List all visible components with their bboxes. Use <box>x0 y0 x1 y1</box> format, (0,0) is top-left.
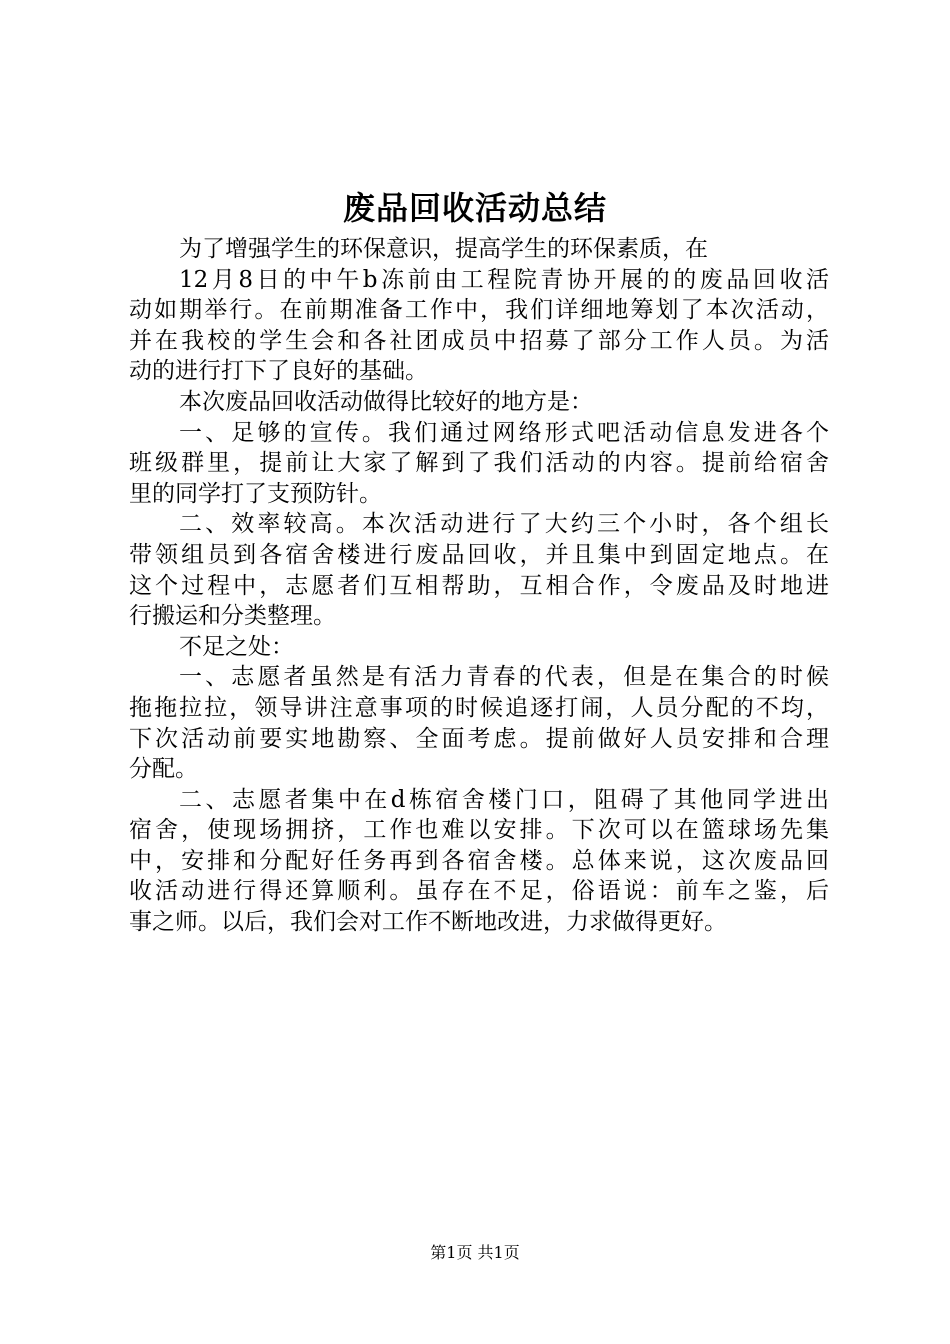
text-line: 带领组员到各宿舍楼进行废品回收，并且集中到固定地点。在 <box>129 541 829 568</box>
text-line: 动的进行打下了良好的基础。 <box>129 358 428 385</box>
text-line: 二、效率较高。本次活动进行了大约三个小时，各个组长 <box>179 511 829 538</box>
page-footer: 第1页 共1页 <box>430 1243 520 1262</box>
text-line: 收活动进行得还算顺利。虽存在不足，俗语说：前车之鉴，后 <box>129 878 829 905</box>
text-line: 下次活动前要实地勘察、全面考虑。提前做好人员安排和合理 <box>129 725 829 752</box>
text-line: 二、志愿者集中在d栋宿舍楼门口，阻碍了其他同学进出 <box>179 786 829 813</box>
text-line: 事之师。以后，我们会对工作不断地改进，力求做得更好。 <box>129 909 727 936</box>
document-body <box>129 234 829 938</box>
text-line: 动如期举行。在前期准备工作中，我们详细地筹划了本次活动， <box>129 297 829 324</box>
text-line: 不足之处： <box>179 633 294 660</box>
text-line: 行搬运和分类整理。 <box>129 603 336 630</box>
text-line: 一、志愿者虽然是有活力青春的代表，但是在集合的时候 <box>179 664 829 691</box>
document-title: 废品回收活动总结 <box>342 189 607 227</box>
text-line: 为了增强学生的环保意识，提高学生的环保素质，在 <box>179 236 708 262</box>
text-line: 分配。 <box>129 756 198 783</box>
text-line: 里的同学打了支预防针。 <box>129 480 382 507</box>
text-line: 一、足够的宣传。我们通过网络形式吧活动信息发进各个 <box>179 419 829 446</box>
text-line: 班级群里，提前让大家了解到了我们活动的内容。提前给宿舍 <box>129 450 829 477</box>
text-line: 拖拖拉拉，领导讲注意事项的时候追逐打闹，人员分配的不均， <box>129 694 829 721</box>
text-line: 并在我校的学生会和各社团成员中招募了部分工作人员。为活 <box>129 327 829 354</box>
text-line: 宿舍，使现场拥挤，工作也难以安排。下次可以在篮球场先集 <box>129 817 829 844</box>
text-line: 本次废品回收活动做得比较好的地方是： <box>179 388 593 415</box>
text-line: 12月8日的中午b冻前由工程院青协开展的的废品回收活 <box>179 266 829 293</box>
text-line: 这个过程中，志愿者们互相帮助，互相合作，令废品及时地进 <box>129 572 829 599</box>
text-line: 中，安排和分配好任务再到各宿舍楼。总体来说，这次废品回 <box>129 847 829 874</box>
